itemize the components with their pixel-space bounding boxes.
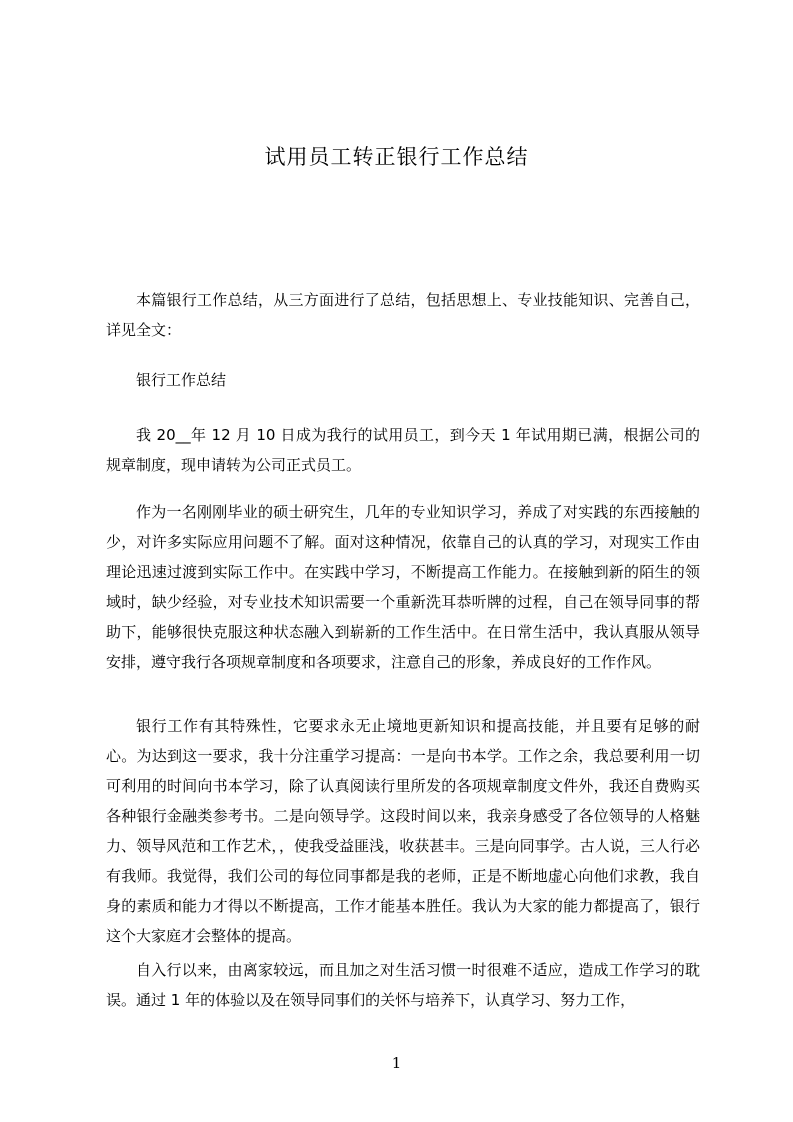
- body-paragraph: 作为一名刚刚毕业的硕士研究生，几年的专业知识学习，养成了对实践的东西接触的少，对许多实际应用问题不了解。面对这种情况，依靠自己的认真的学习，对现实工作由理论迅速过渡到实际工作中。在实践中学习，不断提高工作能力。在接触到新的陌生的领域时，缺少经验，对专业技术知识需要一个重新洗耳恭听牌的过程，自己在领导同事的帮助下，能够很快克服这种状态融入到崭新的工作生活中。在日常生活中，我认真服从领导安排，遵守我行各项规章制度和各项要求，注意自己的形象，养成良好的工作作风。: [106, 503, 700, 671]
- intro-paragraph: 本篇银行工作总结，从三方面进行了总结，包括思想上、专业技能知识、完善自己，详见全文：: [106, 291, 700, 339]
- body-paragraph: 自入行以来，由离家较远，而且加之对生活习惯一时很难不适应，造成工作学习的耽误。通过 1 年的体验以及在领导同事们的关怀与培养下，认真学习、努力工作，: [106, 961, 700, 1009]
- page-number: 1: [391, 1054, 402, 1072]
- body-paragraph: 银行工作有其特殊性，它要求永无止境地更新知识和提高技能，并且要有足够的耐心。为达到这一要求，我十分注重学习提高：一是向书本学。工作之余，我总要利用一切可利用的时间向书本学习，除了认真阅读行里所发的各项规章制度文件外，我还自费购买各种银行金融类参考书。二是向领导学。这段时间以来，我亲身感受了各位领导的人格魅力、领导风范和工作艺术，，使我受益匪浅，收获甚丰。三是向同事学。古人说，三人行必有我师。我觉得，我们公司的每位同事都是我的老师，正是不断地虚心向他们求教，我自身的素质和能力才得以不断提高，工作才能基本胜任。我认为大家的能力都提高了，银行这个大家庭才会整体的提高。: [106, 717, 700, 945]
- section-heading: 银行工作总结: [136, 371, 227, 389]
- document-title: 试用员工转正银行工作总结: [264, 145, 529, 169]
- body-paragraph: 我 20__年 12 月 10 日成为我行的试用员工，到今天 1 年试用期已满，根据公司的规章制度，现申请转为公司正式员工。: [106, 426, 700, 474]
